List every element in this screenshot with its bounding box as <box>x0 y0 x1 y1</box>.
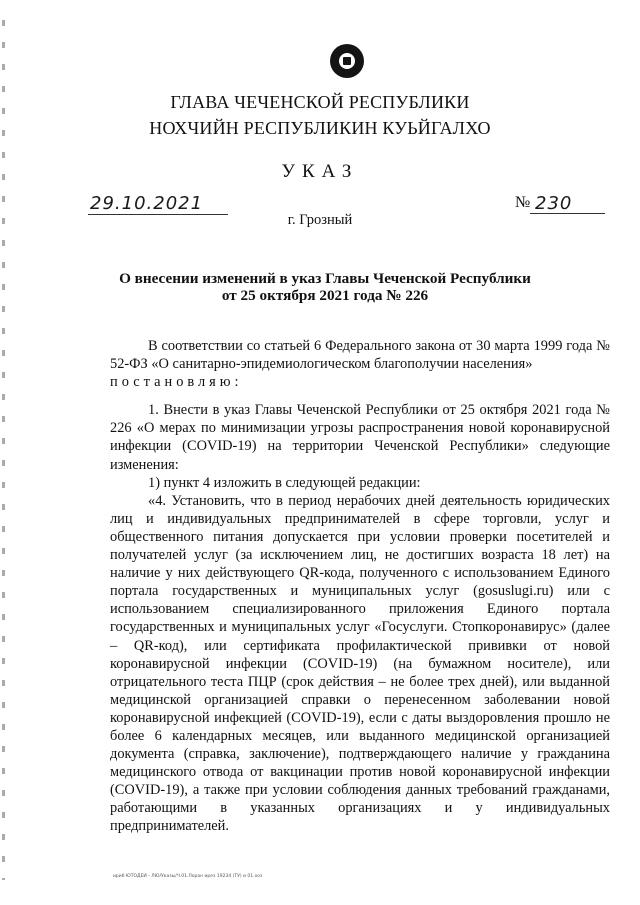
org-name-chechen: НОХЧИЙН РЕСПУБЛИКИН КУЬЙГАЛХО <box>149 118 491 138</box>
paragraph-preamble <box>110 337 610 391</box>
preamble-text: В соответствии со статьей 6 Федерального закона от 30 марта 1999 года № 52-ФЗ «О санитарно-эпидемиологическом благополучии населения» <box>110 338 610 373</box>
date-underline <box>88 214 228 215</box>
org-name-russian: ГЛАВА ЧЕЧЕНСКОЙ РЕСПУБЛИКИ <box>170 92 470 112</box>
city: г. Грозный <box>287 212 353 228</box>
document-type: УКАЗ <box>281 161 359 182</box>
number-label: № <box>515 194 531 211</box>
document-title <box>110 270 540 304</box>
title-line-1: О внесении изменений в указ Главы Чеченской Республики <box>119 270 531 287</box>
paragraph-item-1: 1. Внести в указ Главы Чеченской Республики от 25 октября 2021 года № 226 «О мерах по минимизации угрозы распространения новой коронавирусной инфекции (COVID-19) на территории Чеченской Республики» следующие изменения: <box>110 402 610 473</box>
document-body <box>110 337 610 836</box>
coat-of-arms-seal-icon <box>330 44 364 78</box>
scan-binding-marks <box>2 20 5 880</box>
decree-date: 29.10.2021 <box>90 193 204 214</box>
decree-number: 230 <box>535 193 573 214</box>
title-line-2: от 25 октября 2021 года № 226 <box>221 287 429 304</box>
number-underline <box>530 213 605 214</box>
paragraph-subitem-1: 1) пункт 4 изложить в следующей редакции: <box>148 474 421 491</box>
decree-word: постановляю: <box>110 374 243 391</box>
footer-file-code: ириб ЮТОДЕИ - ЛЮ/Указы/Ч.01.Лоран ирез 19234 (ТУ) и 01.хоз <box>113 874 263 879</box>
paragraph-point-4: «4. Установить, что в период нерабочих дней деятельность юридических лиц и индивидуальных предпринимателей в сфере торговли, услуг и общественного питания допускается при условии проверки посетителей и получателей услуг (за исключением лиц, не достигших возраста 18 лет) на наличие у них действующего QR-кода, полученного с использованием Единого портала государственных и муниципальных услуг (gosuslugi.ru) или с использованием специализированного приложения Единого портала государственных и муниципальных услуг «Госуслуги. Стопкоронавирус» (далее – QR-код), или сертификата профилактической прививки от новой коронавирусной инфекции (COVID-19) (на бумажном носителе), или отрицательного теста ПЦР (срок действия – не более трех дней), или выданной медицинской организацией справки о перенесенном заболевании новой коронавирусной инфекцией (COVID-19), если с даты выздоровления прошло не более 6 календарных месяцев, или выданного медицинской организацией документа (справка, заключение), подтверждающего наличие у гражданина медицинского отвода от вакцинации против новой коронавирусной инфекции (COVID-19), а также при условии соблюдения данных требований гражданами, работающими в указанных организациях и у индивидуальных предпринимателей. <box>110 492 610 835</box>
